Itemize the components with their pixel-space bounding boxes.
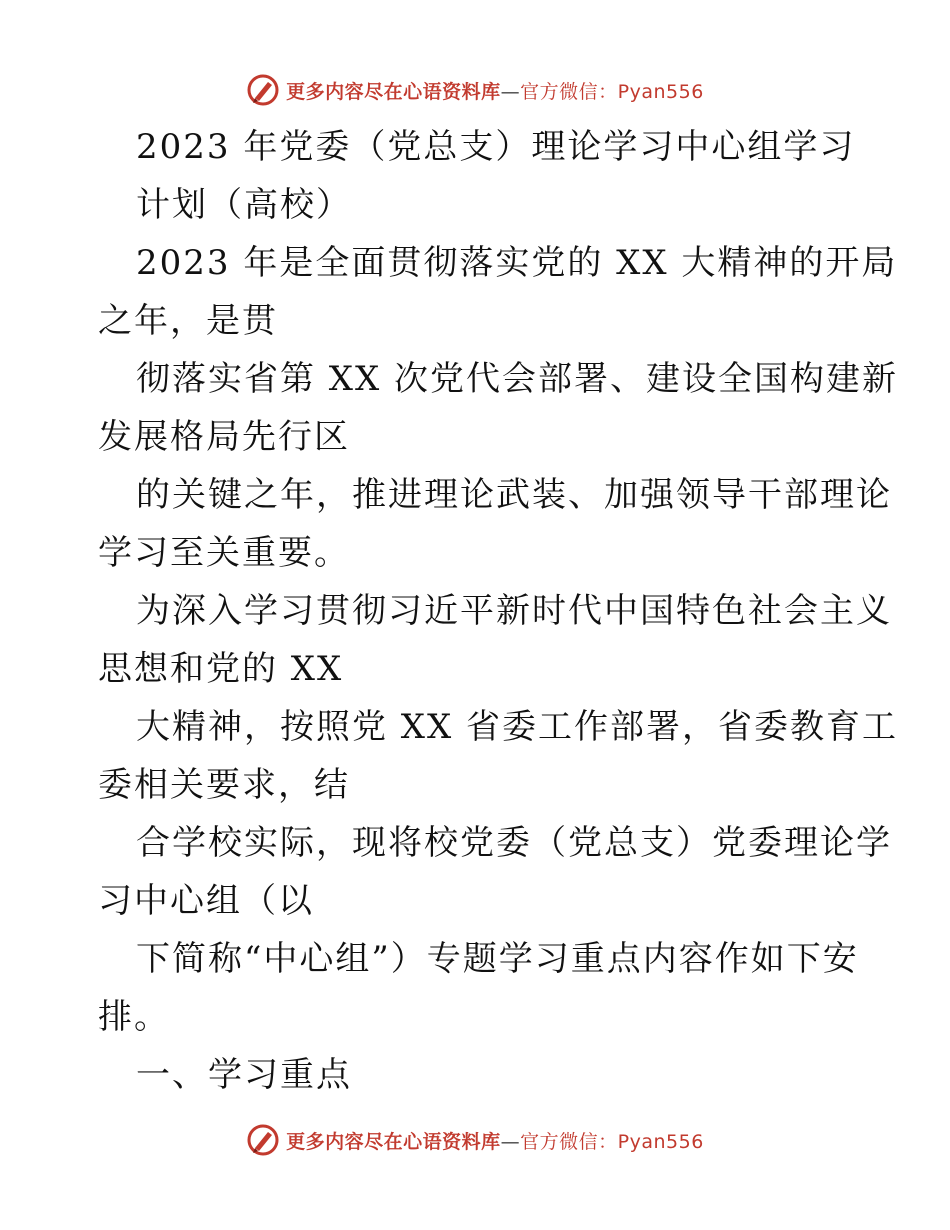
doc-line: 合学校实际，现将校党委（党总支）党委理论学 — [136, 823, 892, 863]
banner-separator: — — [500, 1130, 521, 1153]
doc-line: 之年，是贯 — [98, 301, 278, 341]
banner-wechat: 官方微信：Pyan556 — [520, 1130, 704, 1153]
footer-banner — [0, 1120, 950, 1160]
doc-title-line-2: 计划（高校） — [136, 185, 352, 225]
doc-line: 为深入学习贯彻习近平新时代中国特色社会主义 — [136, 591, 892, 631]
doc-line: 发展格局先行区 — [98, 417, 350, 457]
doc-line: 思想和党的 XX — [98, 649, 344, 689]
section-heading: 一、学习重点 — [136, 1055, 352, 1095]
header-banner — [0, 70, 950, 110]
doc-line: 大精神，按照党 XX 省委工作部署，省委教育工 — [136, 707, 899, 747]
doc-title-line-1: 2023 年党委（党总支）理论学习中心组学习 — [136, 127, 856, 167]
pen-logo-icon — [246, 1123, 280, 1157]
banner-title: 更多内容尽在心语资料库 — [286, 80, 501, 103]
banner-title: 更多内容尽在心语资料库 — [286, 1130, 501, 1153]
pen-logo-icon — [246, 73, 280, 107]
banner-wechat: 官方微信：Pyan556 — [520, 80, 704, 103]
doc-line: 学习至关重要。 — [98, 533, 350, 573]
doc-line: 下简称“中心组”）专题学习重点内容作如下安 — [136, 939, 859, 979]
doc-line: 2023 年是全面贯彻落实党的 XX 大精神的开局 — [136, 243, 898, 283]
doc-line: 排。 — [98, 997, 170, 1037]
document-body — [98, 118, 899, 1104]
doc-line: 习中心组（以 — [98, 881, 314, 921]
doc-line: 彻落实省第 XX 次党代会部署、建设全国构建新 — [136, 359, 899, 399]
doc-line: 委相关要求，结 — [98, 765, 350, 805]
doc-line: 的关键之年，推进理论武装、加强领导干部理论 — [136, 475, 892, 515]
banner-separator: — — [500, 80, 521, 103]
